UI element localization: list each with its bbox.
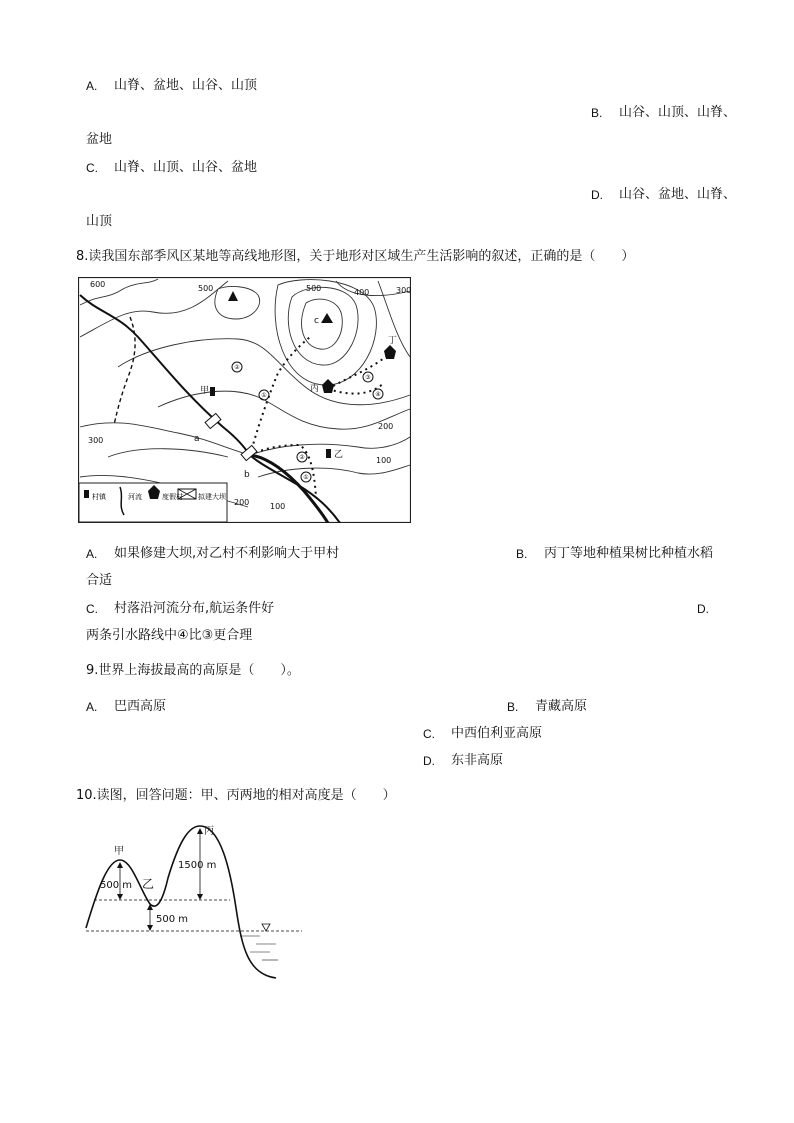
place-yi: 乙 xyxy=(334,450,344,460)
q8-option-c-label: C. xyxy=(86,602,98,616)
contour-label: 500 xyxy=(198,284,214,293)
contour-label: 200 xyxy=(378,422,394,431)
q7-option-c-text: 山脊、山顶、山谷、盆地 xyxy=(114,160,258,175)
profile-label-jia: 甲 xyxy=(114,846,124,857)
q9-option-b-label: B. xyxy=(507,700,519,714)
q9-option-d-text: 东非高原 xyxy=(451,753,504,768)
peak-c-label: c xyxy=(314,316,319,326)
q7-option-a-label: A. xyxy=(86,79,98,93)
q10-stem: 10.读图，回答问题：甲、丙两地的相对高度是（ ） xyxy=(76,788,396,803)
place-bing: 丙 xyxy=(310,384,320,394)
height-jia: 500 m xyxy=(100,880,133,891)
contour-label: 100 xyxy=(270,502,286,511)
q8-option-d-text: 两条引水路线中④比③更合理 xyxy=(86,628,253,643)
dam-a-label: a xyxy=(194,434,200,444)
q8-option-a-label: A. xyxy=(86,547,98,561)
q7-option-d-continued: 山顶 xyxy=(86,214,113,229)
legend-dam: 拟建大坝 xyxy=(198,493,226,501)
q7-option-c-label: C. xyxy=(86,161,98,175)
contour-label: 500 xyxy=(306,284,322,293)
contour-label: 600 xyxy=(90,280,106,289)
profile-label-bing: 丙 xyxy=(204,826,214,837)
height-yi: 500 m xyxy=(156,914,189,925)
profile-label-yi: 乙 xyxy=(142,877,155,891)
place-jia: 甲 xyxy=(200,386,210,396)
route-marker: ② xyxy=(299,454,305,461)
q9-option-d-label: D. xyxy=(423,754,435,768)
q7-option-b-text: 山谷、山顶、山脊、 xyxy=(619,105,737,120)
q8-option-c-text: 村落沿河流分布,航运条件好 xyxy=(114,601,275,616)
q9-option-a-text: 巴西高原 xyxy=(114,699,167,714)
contour-label: 100 xyxy=(376,456,392,465)
q8-option-b-label: B. xyxy=(516,547,528,561)
q7-option-b-label: B. xyxy=(591,106,603,120)
legend-river: 河流 xyxy=(128,493,142,501)
q7-option-d-text: 山谷、盆地、山脊、 xyxy=(619,187,737,202)
village-jia-icon xyxy=(210,387,215,396)
q9-stem: 9.世界上海拔最高的高原是（ ）。 xyxy=(86,663,300,678)
village-yi-icon xyxy=(326,449,331,458)
q8-option-a-text: 如果修建大坝,对乙村不利影响大于甲村 xyxy=(114,546,340,561)
place-ding: 丁 xyxy=(388,336,398,346)
terrain-profile xyxy=(80,818,320,988)
contour-map xyxy=(78,277,411,523)
q8-option-b-continued: 合适 xyxy=(86,573,113,588)
dam-b-label: b xyxy=(244,470,250,480)
contour-label: 400 xyxy=(354,288,370,297)
q7-option-b-continued: 盆地 xyxy=(86,132,113,147)
route-marker: ③ xyxy=(365,374,371,381)
route-marker: ① xyxy=(303,474,309,481)
terrain-profile-figure xyxy=(80,818,320,988)
height-bing: 1500 m xyxy=(178,860,217,871)
contour-map-figure xyxy=(78,277,411,523)
q8-option-d-label: D. xyxy=(697,602,709,616)
route-marker: ④ xyxy=(375,391,381,398)
contour-label: 300 xyxy=(396,286,411,295)
q7-option-d-label: D. xyxy=(591,188,603,202)
q7-option-a-text: 山脊、盆地、山谷、山顶 xyxy=(114,78,258,93)
q9-option-b-text: 青藏高原 xyxy=(535,699,588,714)
route-marker: ① xyxy=(261,392,267,399)
q9-option-c-text: 中西伯利亚高原 xyxy=(451,726,543,741)
legend-resort: 度假村 xyxy=(162,493,183,501)
contour-label: 300 xyxy=(88,436,104,445)
q8-option-b-text: 丙丁等地种植果树比种植水稻 xyxy=(544,546,714,561)
contour-label: 200 xyxy=(234,498,250,507)
route-marker: ② xyxy=(234,364,240,371)
legend-village: 村镇 xyxy=(92,493,106,501)
q9-option-c-label: C. xyxy=(423,727,435,741)
q8-stem: 8.读我国东部季风区某地等高线地形图，关于地形对区域生产生活影响的叙述，正确的是（ ） xyxy=(76,249,635,264)
q9-option-a-label: A. xyxy=(86,700,98,714)
